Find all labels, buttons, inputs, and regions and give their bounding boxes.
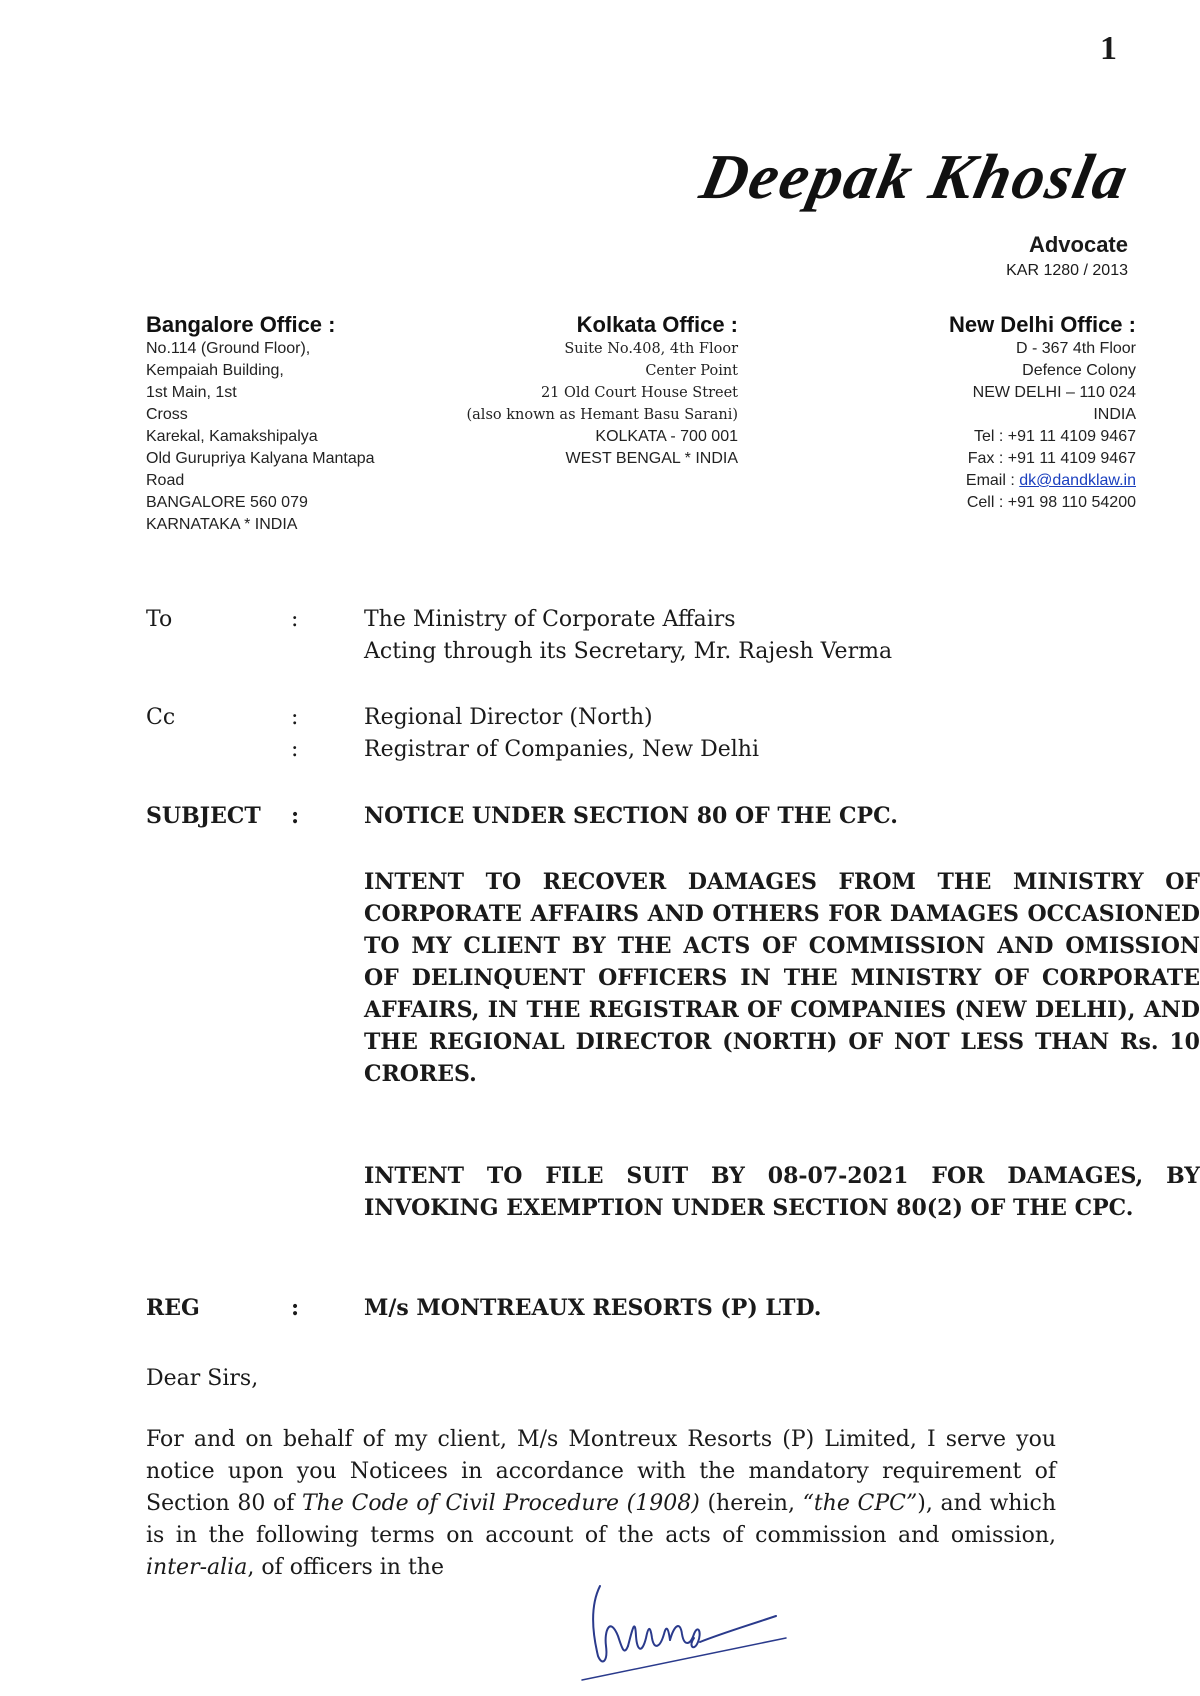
email-label: Email : — [965, 472, 1020, 489]
reg-colon: : — [291, 1295, 300, 1321]
to-line-1: The Ministry of Corporate Affairs — [364, 607, 736, 632]
reg-label: REG — [146, 1295, 200, 1321]
subject-paragraph-2: INTENT TO RECOVER DAMAGES FROM THE MINISTRY OF CORPORATE AFFAIRS AND OTHERS FOR DAMAGES OCCASIONED TO MY CLIENT BY THE ACTS OF COMMISSION AND OMISSION OF DELINQUENT OFFICERS IN THE MINISTRY OF CORPORATE AFFAIRS, IN THE REGISTRAR OF COMPANIES (NEW DELHI), AND THE REGIONAL DIRECTOR (NORTH) OF NOT LESS THAN Rs. 10 CRORES. — [364, 869, 1200, 1087]
kolkata-office — [420, 314, 738, 470]
new-delhi-email-line — [820, 470, 1136, 492]
new-delhi-office — [820, 314, 1136, 514]
subject-line-1: NOTICE UNDER SECTION 80 OF THE CPC. — [364, 803, 898, 829]
letterhead-name: Deepak Khosla — [694, 141, 1136, 212]
page-number: 1 — [1100, 30, 1117, 67]
bangalore-address-line: KARNATAKA * INDIA — [146, 516, 298, 533]
handwritten-signature — [580, 1576, 800, 1686]
body-paragraph — [146, 1424, 1056, 1584]
reg-value: M/s MONTREAUX RESORTS (P) LTD. — [364, 1295, 822, 1321]
cc-line-2: Registrar of Companies, New Delhi — [364, 737, 759, 762]
email-link[interactable]: dk@dandklaw.in — [1019, 472, 1136, 489]
letterhead-title: Advocate — [1028, 232, 1128, 257]
kolkata-address-line: (also known as Hemant Basu Sarani) — [466, 407, 738, 423]
new-delhi-address-line: INDIA — [1093, 406, 1136, 423]
new-delhi-fax: Fax : +91 11 4109 9467 — [967, 450, 1136, 467]
enrolment-number: KAR 1280 / 2013 — [1006, 262, 1128, 279]
bangalore-address-line: No.114 (Ground Floor), — [146, 340, 311, 357]
new-delhi-office-heading: New Delhi Office : — [948, 312, 1136, 337]
new-delhi-address-line: NEW DELHI – 110 024 — [972, 384, 1136, 401]
to-colon: : — [291, 607, 299, 632]
body-italic-the-cpc: “the CPC” — [802, 1491, 918, 1516]
to-label: To — [146, 607, 173, 632]
body-italic-inter-alia: inter-alia — [146, 1555, 248, 1580]
body-text: (herein, — [699, 1491, 803, 1516]
kolkata-address-line: Suite No.408, 4th Floor — [564, 341, 738, 357]
bangalore-address-line: Karekal, Kamakshipalya — [146, 428, 318, 445]
kolkata-address-line: KOLKATA - 700 001 — [595, 428, 738, 445]
subject-label: SUBJECT — [146, 803, 261, 829]
bangalore-address-line: 1st Main, 1st — [146, 384, 237, 401]
bangalore-office-heading: Bangalore Office : — [146, 312, 336, 337]
bangalore-address-line: Old Gurupriya Kalyana Mantapa — [146, 450, 375, 467]
salutation: Dear Sirs, — [146, 1366, 259, 1391]
body-text: ), and which is in the following terms on account of the acts of commission and omission, — [146, 1491, 1056, 1548]
bangalore-address-line: Cross — [146, 406, 188, 423]
new-delhi-cell: Cell : +91 98 110 54200 — [966, 494, 1136, 511]
cc-line-1: Regional Director (North) — [364, 705, 653, 730]
bangalore-address-line: BANGALORE 560 079 — [146, 494, 308, 511]
new-delhi-address-line: Defence Colony — [1022, 362, 1136, 379]
kolkata-address-line: Center Point — [645, 363, 738, 379]
kolkata-office-heading: Kolkata Office : — [576, 312, 738, 337]
bangalore-address-line: Road — [146, 472, 185, 489]
bangalore-office — [146, 314, 396, 536]
cc-label: Cc — [146, 705, 176, 730]
cc-colon-2: : — [291, 737, 299, 762]
kolkata-address-line: WEST BENGAL * INDIA — [565, 450, 738, 467]
subject-colon: : — [291, 803, 300, 829]
cc-colon: : — [291, 705, 299, 730]
kolkata-address-line: 21 Old Court House Street — [540, 385, 738, 401]
new-delhi-address-line: D - 367 4th Floor — [1015, 340, 1136, 357]
new-delhi-phone: Tel : +91 11 4109 9467 — [973, 428, 1136, 445]
to-line-2: Acting through its Secretary, Mr. Rajesh Verma — [364, 639, 893, 664]
bangalore-address-line: Kempaiah Building, — [146, 362, 284, 379]
subject-paragraph-3: INTENT TO FILE SUIT BY 08-07-2021 FOR DAMAGES, BY INVOKING EXEMPTION UNDER SECTION 80(2) OF THE CPC. — [364, 1163, 1200, 1221]
body-italic-cpc-title: The Code of Civil Procedure (1908) — [302, 1491, 700, 1516]
body-text: For and on behalf of my client, M/s Montreux Resorts (P) Limited, I serve you notice upon you Noticees in accordance with the mandatory requirement of Section 80 of — [146, 1427, 1056, 1516]
body-text: , of officers in the — [247, 1555, 444, 1580]
